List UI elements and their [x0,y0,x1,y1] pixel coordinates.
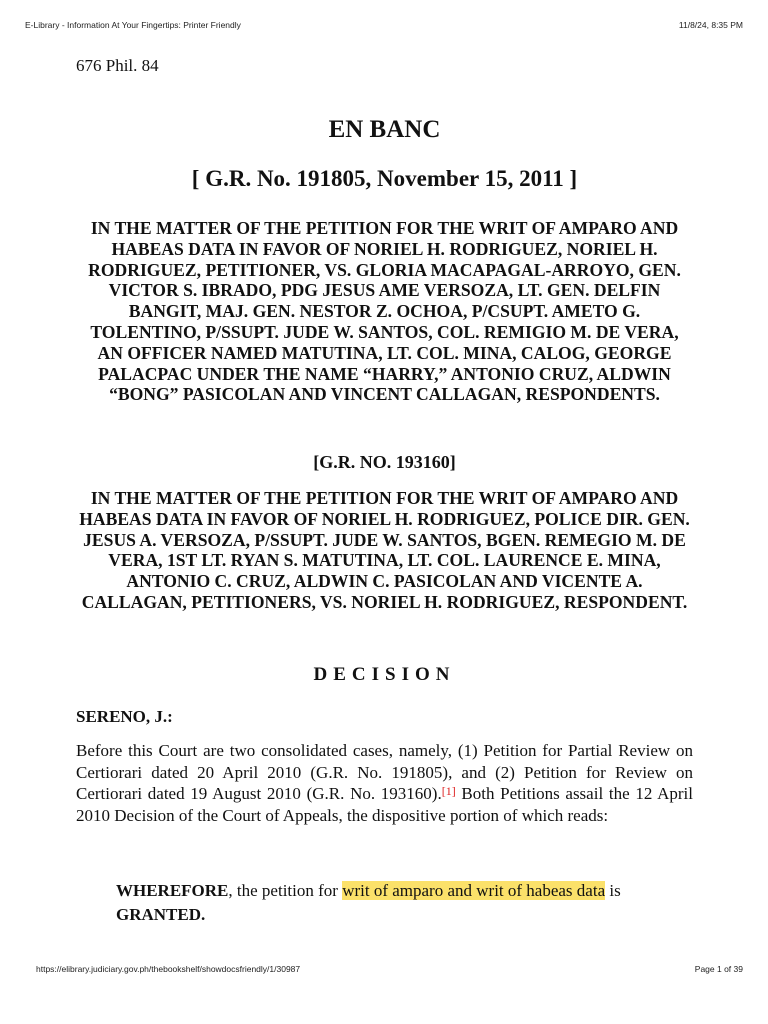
print-footer [0,964,768,978]
quote-granted: GRANTED. [116,905,206,924]
ponente: SERENO, J.: [76,707,173,726]
document-page [76,56,693,924]
quote-wherefore: WHEREFORE [116,881,229,900]
quote-text-2: is [605,881,621,900]
page-number: Page 1 of 39 [694,964,743,974]
dispositive-quote [116,879,693,927]
highlighted-text: writ of amparo and writ of habeas data [342,881,606,900]
source-url: https://elibrary.judiciary.gov.ph/thebookshelf/showdocsfriendly/1/30987 [36,964,301,974]
gr-number-heading: [ G.R. No. 191805, November 15, 2011 ] [191,166,578,191]
court-division: EN BANC [328,116,441,143]
paragraph-1 [76,740,693,826]
paragraph-1-text-a: Before this Court are two consolidated cases, namely, (1) Petition for Partial Review on Certiorari dated 20 April 2010 (G.R. No. 191805), and (2) Petition for Review on Certiorari dated 19 August 2010 (G.R. No. 193160). [76,741,693,803]
decision-heading: DECISION [313,664,456,685]
case-caption-1: IN THE MATTER OF THE PETITION FOR THE WRIT OF AMPARO AND HABEAS DATA IN FAVOR OF NORIEL H. RODRIGUEZ, NORIEL H. RODRIGUEZ, PETITIONER, VS. GLORIA MACAPAGAL-ARROYO, GEN. VICTOR S. IBRADO, PDG JESUS AME VERSOZA, LT. GEN. DELFIN BANGIT, MAJ. GEN. NESTOR Z. OCHOA, P/CSUPT. AMETO G. TOLENTINO, P/SSUPT. JUDE W. SANTOS, COL. REMIGIO M. DE VERA, AN OFFICER NAMED MATUTINA, LT. COL. MINA, CALOG, GEORGE PALACPAC UNDER THE NAME “HARRY,” ANTONIO CRUZ, ALDWIN “BONG” PASICOLAN AND VINCENT CALLAGAN, RESPONDENTS. [88,218,681,405]
gr-number-heading-2: [G.R. NO. 193160] [313,452,456,472]
quote-text-1: , the petition for [228,881,343,900]
paragraph-1-text-b: Both Petitions assail the 12 April 2010 Decision of the Court of Appeals, the dispositive portion of which reads: [76,784,693,825]
phil-citation: 676 Phil. 84 [76,56,159,75]
case-caption-2: IN THE MATTER OF THE PETITION FOR THE WRIT OF AMPARO AND HABEAS DATA IN FAVOR OF NORIEL H. RODRIGUEZ, POLICE DIR. GEN. JESUS A. VERSOZA, P/SSUPT. JUDE W. SANTOS, BGEN. REMEGIO M. DE VERA, 1ST LT. RYAN S. MATUTINA, LT. COL. LAURENCE E. MINA, ANTONIO C. CRUZ, ALDWIN C. PASICOLAN AND VICENTE A. CALLAGAN, PETITIONERS, VS. NORIEL H. RODRIGUEZ, RESPONDENT. [79,488,690,612]
print-title: E-Library - Information At Your Fingertips: Printer Friendly [25,20,241,30]
footnote-link-1[interactable]: [1] [441,784,456,798]
print-datetime: 11/8/24, 8:35 PM [678,20,743,30]
print-header [0,20,768,34]
